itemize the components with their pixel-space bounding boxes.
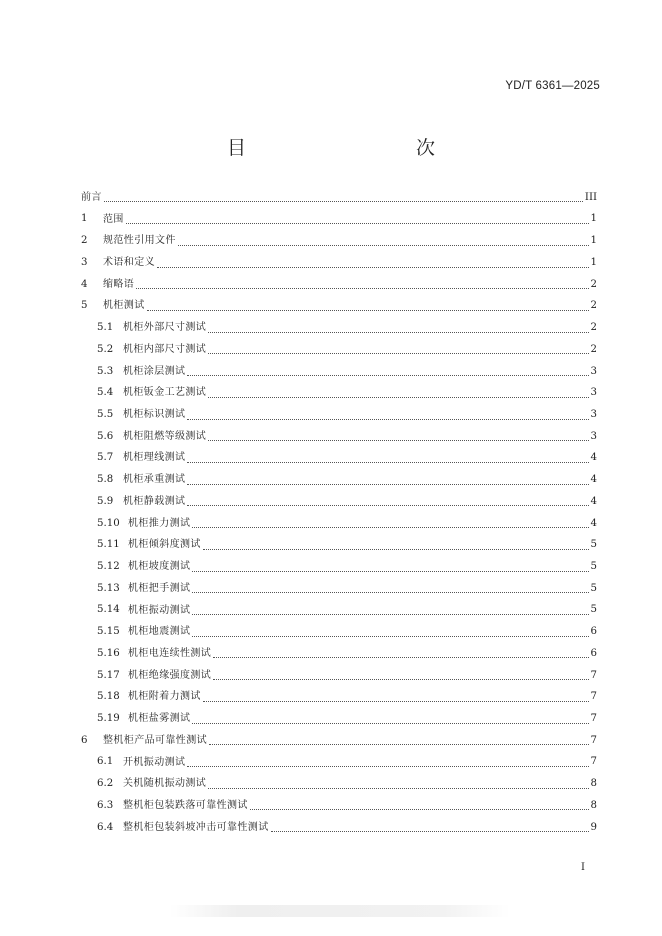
toc-entry-page: 5 xyxy=(590,582,597,594)
toc-entry-label: 开机振动测试 xyxy=(123,756,186,768)
toc-entry[interactable] xyxy=(81,274,597,296)
toc-entry-number: 5.9 xyxy=(97,495,114,507)
toc-entry[interactable] xyxy=(81,230,597,252)
dot-leader xyxy=(213,669,588,680)
toc-entry[interactable] xyxy=(81,556,597,578)
table-of-contents xyxy=(81,187,597,839)
toc-entry-number: 5.5 xyxy=(97,408,114,420)
toc-entry-number: 5.15 xyxy=(97,626,120,638)
toc-entry-page: 1 xyxy=(590,256,597,268)
dot-leader xyxy=(208,430,588,441)
toc-entry-page: 3 xyxy=(590,408,597,420)
page-title: 目 次 xyxy=(226,137,479,159)
toc-entry[interactable] xyxy=(81,317,597,339)
toc-entry-label: 整机柜产品可靠性测试 xyxy=(103,734,207,746)
toc-entry[interactable] xyxy=(81,730,597,752)
dot-leader xyxy=(126,213,589,224)
toc-entry-label: 规范性引用文件 xyxy=(103,235,176,247)
toc-entry-label: 机柜把手测试 xyxy=(128,582,191,594)
toc-entry-number: 6.2 xyxy=(97,778,114,790)
toc-entry-label: 机柜外部尺寸测试 xyxy=(123,322,207,334)
toc-entry[interactable] xyxy=(81,817,597,839)
dot-leader xyxy=(250,799,589,810)
toc-entry[interactable] xyxy=(81,469,597,491)
toc-entry-page: 5 xyxy=(590,560,597,572)
watermark xyxy=(170,905,510,917)
dot-leader xyxy=(192,626,588,637)
toc-entry-number: 5.2 xyxy=(97,343,114,355)
toc-entry-page: 2 xyxy=(590,343,597,355)
dot-leader xyxy=(208,387,588,398)
dot-leader xyxy=(203,539,589,550)
toc-entry-number: 5.16 xyxy=(97,647,120,659)
toc-entry-label: 机柜测试 xyxy=(103,300,145,312)
toc-entry-page: 8 xyxy=(590,778,597,790)
toc-entry[interactable] xyxy=(81,665,597,687)
toc-entry-page: 4 xyxy=(590,517,597,529)
dot-leader xyxy=(157,257,589,268)
toc-entry-label: 机柜钣金工艺测试 xyxy=(123,387,207,399)
dot-leader xyxy=(147,300,589,311)
toc-entry-number: 5.17 xyxy=(97,669,120,681)
toc-entry-label: 机柜静载测试 xyxy=(123,495,186,507)
toc-entry-label: 机柜理线测试 xyxy=(123,452,186,464)
dot-leader xyxy=(187,495,588,506)
toc-entry[interactable] xyxy=(81,382,597,404)
toc-entry-label: 机柜振动测试 xyxy=(128,604,191,616)
toc-entry-label: 整机柜包装斜坡冲击可靠性测试 xyxy=(123,821,269,833)
toc-entry[interactable] xyxy=(81,339,597,361)
toc-entry[interactable] xyxy=(81,795,597,817)
toc-entry-label: 机柜地震测试 xyxy=(128,626,191,638)
toc-entry-label: 机柜坡度测试 xyxy=(128,561,191,573)
toc-entry-page: 3 xyxy=(590,365,597,377)
toc-entry[interactable] xyxy=(81,643,597,665)
dot-leader xyxy=(208,343,588,354)
toc-entry-label: 机柜承重测试 xyxy=(123,474,186,486)
toc-entry-label: 机柜标识测试 xyxy=(123,409,186,421)
toc-entry[interactable] xyxy=(81,426,597,448)
toc-entry-number: 5 xyxy=(81,300,88,312)
toc-entry-label: 机柜内部尺寸测试 xyxy=(123,343,207,355)
dot-leader xyxy=(192,582,588,593)
dot-leader xyxy=(192,517,588,528)
dot-leader xyxy=(203,691,589,702)
toc-entry-page: 9 xyxy=(590,821,597,833)
toc-entry-page: 1 xyxy=(590,213,597,225)
toc-entry-page: 2 xyxy=(590,300,597,312)
toc-entry-number: 2 xyxy=(81,235,88,247)
toc-entry-page: 1 xyxy=(590,235,597,247)
toc-entry-page: 2 xyxy=(590,322,597,334)
dot-leader xyxy=(187,409,588,420)
toc-entry[interactable] xyxy=(81,187,597,209)
toc-entry-page: 6 xyxy=(590,626,597,638)
toc-entry-number: 5.12 xyxy=(97,560,120,572)
toc-entry-number: 5.7 xyxy=(97,452,114,464)
dot-leader xyxy=(271,821,589,832)
toc-entry-number: 6.4 xyxy=(97,821,114,833)
toc-entry-label: 机柜绝缘强度测试 xyxy=(128,669,212,681)
toc-entry[interactable] xyxy=(81,209,597,231)
toc-entry-label: 整机柜包装跌落可靠性测试 xyxy=(123,799,248,811)
dot-leader xyxy=(208,778,588,789)
toc-entry-label: 机柜涂层测试 xyxy=(123,365,186,377)
dot-leader xyxy=(192,713,588,724)
toc-entry[interactable] xyxy=(81,708,597,730)
toc-entry-number: 5.11 xyxy=(97,539,120,551)
standard-code: YD/T 6361—2025 xyxy=(505,80,600,92)
toc-entry-label: 机柜附着力测试 xyxy=(128,691,201,703)
toc-entry-number: 5.14 xyxy=(97,604,120,616)
dot-leader xyxy=(213,647,588,658)
dot-leader xyxy=(192,561,588,572)
toc-entry-label: 机柜推力测试 xyxy=(128,517,191,529)
page-number: I xyxy=(581,862,585,873)
dot-leader xyxy=(209,734,589,745)
dot-leader xyxy=(104,191,583,202)
toc-entry[interactable] xyxy=(81,252,597,274)
toc-entry-page: 7 xyxy=(590,756,597,768)
toc-entry[interactable] xyxy=(81,361,597,383)
toc-entry-number: 5.1 xyxy=(97,322,114,334)
toc-entry[interactable] xyxy=(81,687,597,709)
toc-entry-page: 7 xyxy=(590,691,597,703)
dot-leader xyxy=(208,322,588,333)
toc-entry-page: 7 xyxy=(590,669,597,681)
toc-entry-number: 1 xyxy=(81,213,88,225)
toc-entry-label: 关机随机振动测试 xyxy=(123,778,207,790)
toc-entry-number: 3 xyxy=(81,256,88,268)
toc-entry-number: 4 xyxy=(81,278,88,290)
toc-entry-label: 前言 xyxy=(81,191,102,203)
toc-entry-label: 机柜倾斜度测试 xyxy=(128,539,201,551)
toc-entry-number: 5.3 xyxy=(97,365,114,377)
toc-entry-number: 5.4 xyxy=(97,387,114,399)
toc-entry-number: 5.8 xyxy=(97,474,114,486)
toc-entry-page: 3 xyxy=(590,387,597,399)
toc-entry[interactable] xyxy=(81,621,597,643)
toc-entry-page: 8 xyxy=(590,799,597,811)
toc-entry-label: 机柜电连续性测试 xyxy=(128,647,212,659)
toc-entry-number: 5.6 xyxy=(97,430,114,442)
toc-entry-label: 范围 xyxy=(103,213,124,225)
dot-leader xyxy=(187,756,588,767)
toc-entry-number: 5.13 xyxy=(97,582,120,594)
toc-entry-number: 5.18 xyxy=(97,691,120,703)
toc-entry-page: 4 xyxy=(590,495,597,507)
toc-entry-page: 6 xyxy=(590,647,597,659)
dot-leader xyxy=(178,235,589,246)
dot-leader xyxy=(187,474,588,485)
dot-leader xyxy=(136,278,588,289)
toc-entry-page: 4 xyxy=(590,474,597,486)
toc-entry-page: 4 xyxy=(590,452,597,464)
toc-entry-label: 机柜盐雾测试 xyxy=(128,713,191,725)
toc-entry[interactable] xyxy=(81,491,597,513)
toc-entry-page: 3 xyxy=(590,430,597,442)
toc-entry-page: 7 xyxy=(590,734,597,746)
toc-entry-page: 5 xyxy=(590,539,597,551)
toc-entry-label: 机柜阻燃等级测试 xyxy=(123,430,207,442)
toc-entry-number: 5.19 xyxy=(97,713,120,724)
toc-entry[interactable] xyxy=(81,513,597,535)
toc-entry-page: 7 xyxy=(590,713,597,724)
toc-entry[interactable] xyxy=(81,448,597,470)
toc-entry-page: 5 xyxy=(590,604,597,616)
dot-leader xyxy=(187,452,588,463)
toc-entry-number: 6.3 xyxy=(97,799,114,811)
toc-entry[interactable] xyxy=(81,404,597,426)
toc-entry-label: 缩略语 xyxy=(103,278,135,290)
toc-entry[interactable] xyxy=(81,600,597,622)
toc-entry-label: 术语和定义 xyxy=(103,257,155,269)
dot-leader xyxy=(187,365,588,376)
toc-entry[interactable] xyxy=(81,296,597,318)
toc-entry-number: 5.10 xyxy=(97,517,120,529)
dot-leader xyxy=(192,604,588,615)
toc-entry-number: 6 xyxy=(81,734,88,746)
toc-entry-number: 6.1 xyxy=(97,756,114,768)
toc-entry[interactable] xyxy=(81,578,597,600)
toc-entry-page: 2 xyxy=(590,278,597,290)
toc-entry[interactable] xyxy=(81,535,597,557)
toc-entry[interactable] xyxy=(81,773,597,795)
toc-entry-page: III xyxy=(584,191,597,203)
toc-entry[interactable] xyxy=(81,752,597,774)
